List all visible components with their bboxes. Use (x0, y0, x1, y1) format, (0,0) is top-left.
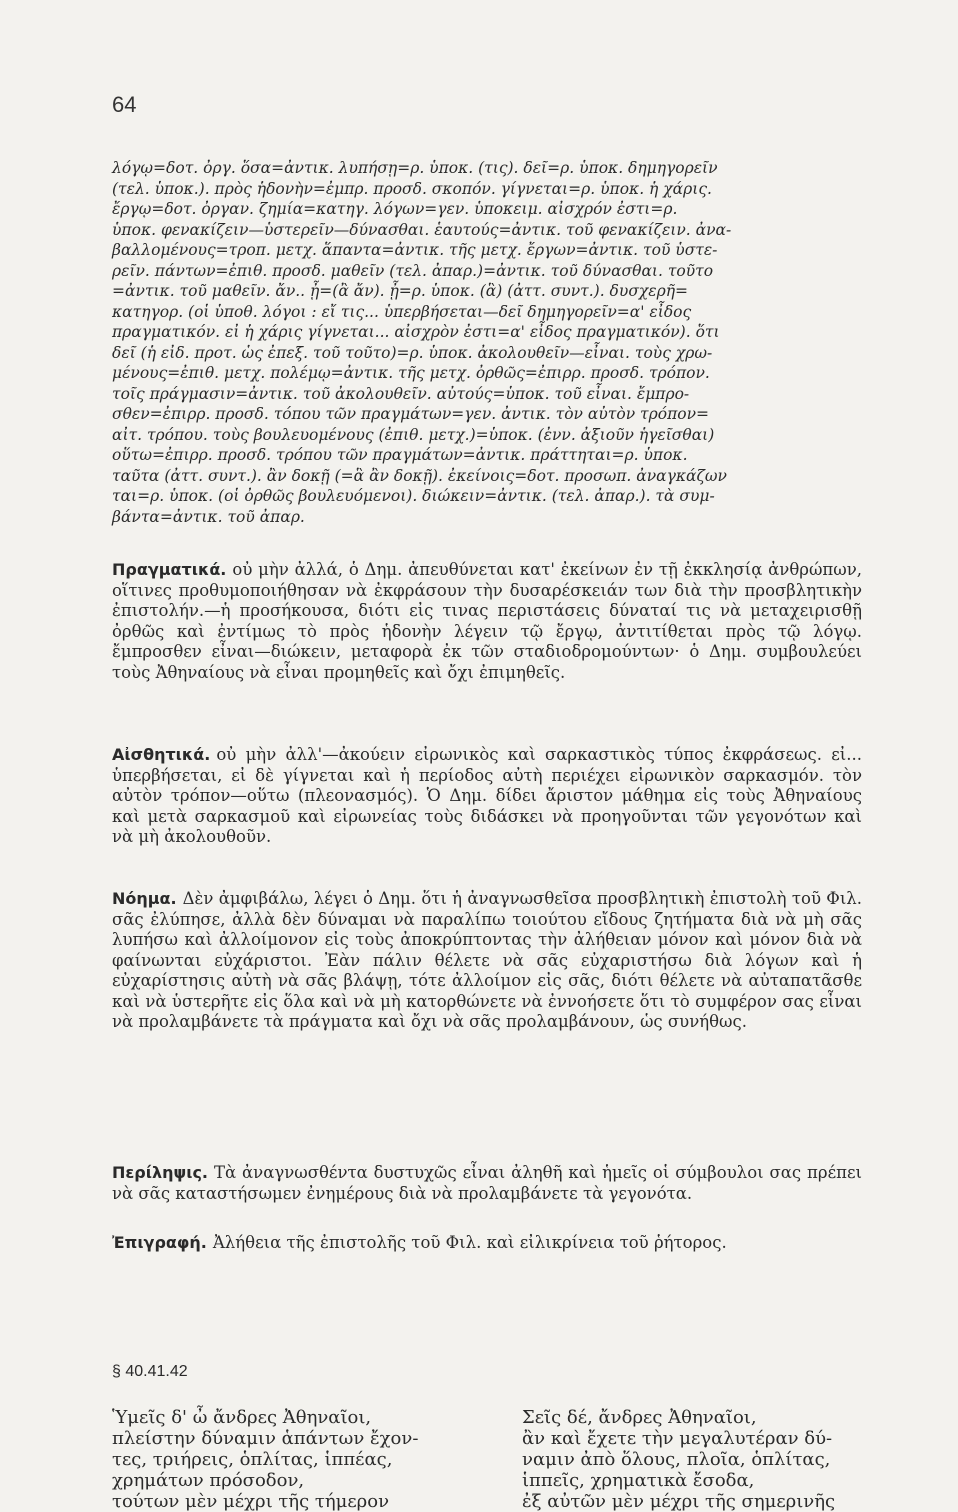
section-heading: Περίληψις. (112, 1163, 208, 1182)
notes-line: (τελ. ὑποκ.). πρὸς ἡδονὴν=ἐμπρ. προσδ. σκοπόν. γίγνεται=ρ. ὑποκ. ἡ χάρις. (112, 179, 712, 198)
section-heading: Νόημα. (112, 889, 177, 908)
notes-line: οὕτω=ἐπιρρ. προσδ. τρόπου τῶν πραγμάτων=ἀντικ. πράττηται=ρ. ὑποκ. (112, 446, 688, 464)
section-perilipsis (112, 1163, 862, 1204)
notes-line: λόγῳ=δοτ. ὀργ. ὅσα=ἀντικ. λυπήσῃ=ρ. ὑποκ. (τις). δεῖ=ρ. ὑποκ. δημηγορεῖν (112, 159, 718, 177)
translation-line: ἐξ αὐτῶν μὲν μέχρι τῆς σημερινῆς (522, 1491, 836, 1512)
original-line: τες, τριήρεις, ὁπλίτας, ἱππέας, (112, 1449, 393, 1470)
original-line: τούτων μὲν μέχρι τῆς τήμερον (112, 1491, 390, 1512)
section-text: Ἀλήθεια τῆς ἐπιστολῆς τοῦ Φιλ. καὶ εἰλικρίνεια τοῦ ῥήτορος. (212, 1233, 727, 1252)
notes-line: κατηγορ. (οἱ ὑποθ. λόγοι : εἴ τις... ὑπερβήσεται—δεῖ δημηγορεῖν=α' εἶδος (112, 302, 692, 321)
page-number: 64 (112, 92, 137, 117)
original-line: Ὑμεῖς δ' ὦ ἄνδρες Ἀθηναῖοι, (112, 1407, 372, 1428)
section-reference: § 40.41.42 (112, 1363, 188, 1380)
section-heading: Ἐπιγραφή. (112, 1233, 207, 1252)
notes-line: αἰτ. τρόπου. τοὺς βουλευομένους (ἐπιθ. μετχ.)=ὑποκ. (ἐνν. ἀξιοῦν ἡγεῖσθαι) (112, 425, 715, 444)
translation-column (522, 1407, 882, 1512)
section-text: Δὲν ἀμφιβάλω, λέγει ὁ Δημ. ὅτι ἡ ἀναγνωσθεῖσα προσβλητικὴ ἐπιστολὴ τοῦ Φιλ. σᾶς ἐλύπησε, ἀλλὰ δὲν δύναμαι νὰ παραλίπω τοιούτου εἴδους ζητήματα διὰ νὰ μὴ σᾶς λυπήσω καὶ ἀλλοίμονον εἰς τοὺς ἀποκρύπτοντας τὴν ἀλήθειαν μόνον καὶ μόνον διὰ νὰ φαίνωνται εὐχάριστοι. Ἐὰν πάλιν θέλετε νὰ σᾶς εὐχαριστήσω διὰ λόγων καὶ ἡ εὐχαρίστησις αὐτὴ νὰ σᾶς βλάψῃ, τότε ἀλλοίμον εἰς σᾶς, διότι θέλετε νὰ αὐταπατᾶσθε καὶ νὰ ὑστερῆτε εἰς ὅλα καὶ νὰ μὴ κατορθώνετε νὰ ἐννοήσετε ὅτι τὸ συμφέρον σας εἶναι νὰ προλαμβάνετε τὰ πράγματα καὶ ὄχι νὰ σᾶς προλαμβάνουν, ὡς συνήθως. (112, 889, 862, 1031)
grammar-notes (112, 158, 862, 527)
section-heading: Πραγματικά. (112, 560, 227, 579)
section-noima (112, 889, 862, 1033)
section-heading: Αἰσθητικά. (112, 745, 211, 764)
section-pragmatika (112, 560, 862, 683)
notes-line: ταῦτα (ἀττ. συντ.). ἂν δοκῇ (=ἃ ἂν δοκῇ). ἐκείνοις=δοτ. προσωπ. ἀναγκάζων (112, 466, 727, 485)
notes-line: βαλλομένους=τροπ. μετχ. ἅπαντα=ἀντικ. τῆς μετχ. ἔργων=ἀντικ. τοῦ ὑστε- (112, 241, 718, 259)
notes-line: βάντα=ἀντικ. τοῦ ἀπαρ. (112, 507, 305, 526)
notes-line: =ἀντικ. τοῦ μαθεῖν. ἄν.. ᾖ=(ἂ ἄν). ᾖ=ρ. ὑποκ. (ἃ) (ἀττ. συντ.). δυσχερῆ= (112, 282, 688, 300)
notes-line: σθεν=ἐπιρρ. προσδ. τόπου τῶν πραγμάτων=γεν. ἀντικ. τὸν αὐτὸν τρόπον= (112, 405, 709, 423)
translation-line: Σεῖς δέ, ἄνδρες Ἀθηναῖοι, (522, 1407, 757, 1428)
original-line: πλείστην δύναμιν ἁπάντων ἔχον- (112, 1428, 419, 1449)
notes-line: πραγματικόν. εἰ ἡ χάρις γίγνεται... αἰσχρὸν ἐστι=α' εἶδος πραγματικόν). ὅτι (112, 323, 720, 341)
translation-line: ἂν καὶ ἔχετε τὴν μεγαλυτέραν δύ- (522, 1428, 833, 1449)
notes-line: ται=ρ. ὑποκ. (οἱ ὀρθῶς βουλευόμενοι). διώκειν=ἀντικ. (τελ. ἀπαρ.). τὰ συμ- (112, 487, 715, 505)
section-epigrafi (112, 1233, 862, 1254)
notes-line: δεῖ (ἡ εἰδ. προτ. ὡς ἐπεξ. τοῦ τοῦτο)=ρ. ὑποκ. ἀκολουθεῖν—εἶναι. τοὺς χρω- (112, 343, 713, 362)
notes-line: ρεῖν. πάντων=ἐπιθ. προσδ. μαθεῖν (τελ. ἀπαρ.)=ἀντικ. τοῦ δύνασθαι. τοῦτο (112, 261, 714, 280)
notes-line: τοῖς πράγμασιν=ἀντικ. τοῦ ἀκολουθεῖν. αὐτούς=ὑποκ. τοῦ εἶναι. ἔμπρο- (112, 384, 690, 403)
notes-line: ἔργῳ=δοτ. ὀργαν. ζημία=κατηγ. λόγων=γεν. ὑποκειμ. αἰσχρόν ἐστι=ρ. (112, 200, 678, 218)
translation-line: ναμιν ἀπὸ ὅλους, πλοῖα, ὁπλίτας, (522, 1449, 831, 1470)
original-line: χρημάτων πρόσοδον, (112, 1470, 305, 1491)
section-text: Τὰ ἀναγνωσθέντα δυστυχῶς εἶναι ἀληθῆ καὶ ἡμεῖς οἱ σύμβουλοι σας πρέπει νὰ σᾶς καταστήσωμεν ἐνημέρους διὰ νὰ προλαμβάνετε τὰ γεγονότα. (112, 1163, 862, 1203)
section-aisthitika (112, 745, 862, 848)
section-text: οὐ μὴν ἀλλ'—ἀκούειν εἰρωνικὸς καὶ σαρκαστικὸς τύπος ἐκφράσεως. εἰ... ὑπερβήσεται, εἰ δὲ γίγνεται καὶ ἡ περίοδος αὐτὴ περιέχει εἰρωνικὸν σαρκασμόν. τὸν αὐτὸν τρόπον—οὕτω (πλεονασμός). Ὁ Δημ. δίδει ἄριστον μάθημα εἰς τοὺς Ἀθηναίους καὶ μετὰ σαρκασμοῦ καὶ εἰρωνείας τοὺς διδάσκει νὰ προηγοῦνται τῶν γεγονότων καὶ νὰ μὴ ἀκολουθοῦν. (112, 745, 862, 846)
section-text: οὐ μὴν ἀλλά, ὁ Δημ. ἀπευθύνεται κατ' ἐκείνων ἐν τῇ ἐκκλησίᾳ ἀνθρώπων, οἵτινες προθυμοποιήθησαν νὰ ἐκφράσουν τὴν δυσαρέσκειάν των διὰ τὴν προσβλητικὴν ἐπιστολήν.—ἡ προσήκουσα, διότι εἰς τινας περιστάσεις δύναταί τις νὰ μεταχειρισθῇ ὀρθῶς καὶ ἐντίμως τὸ πρὸς ἡδονὴν λέγειν τῷ ἔργῳ, ἀντιτίθεται πρὸς τῷ λόγῳ. ἔμπροσθεν εἶναι—διώκειν, μεταφορὰ ἐκ τῶν σταδιοδρομούντων· ὁ Δημ. συμβουλεύει τοὺς Ἀθηναίους νὰ εἶναι προμηθεῖς καὶ ὄχι ἐπιμηθεῖς. (112, 560, 862, 682)
notes-line: μένους=ἐπιθ. μετχ. πολέμῳ=ἀντικ. τῆς μετχ. ὀρθῶς=ἐπιρρ. προσδ. τρόπον. (112, 364, 710, 382)
notes-line: ὑποκ. φενακίζειν—ὑστερεῖν—δύνασθαι. ἑαυτούς=ἀντικ. τοῦ φενακίζειν. ἀνα- (112, 220, 732, 239)
translation-line: ἱππεῖς, χρηματικὰ ἔσοδα, (522, 1470, 755, 1491)
original-text-column (112, 1407, 472, 1512)
